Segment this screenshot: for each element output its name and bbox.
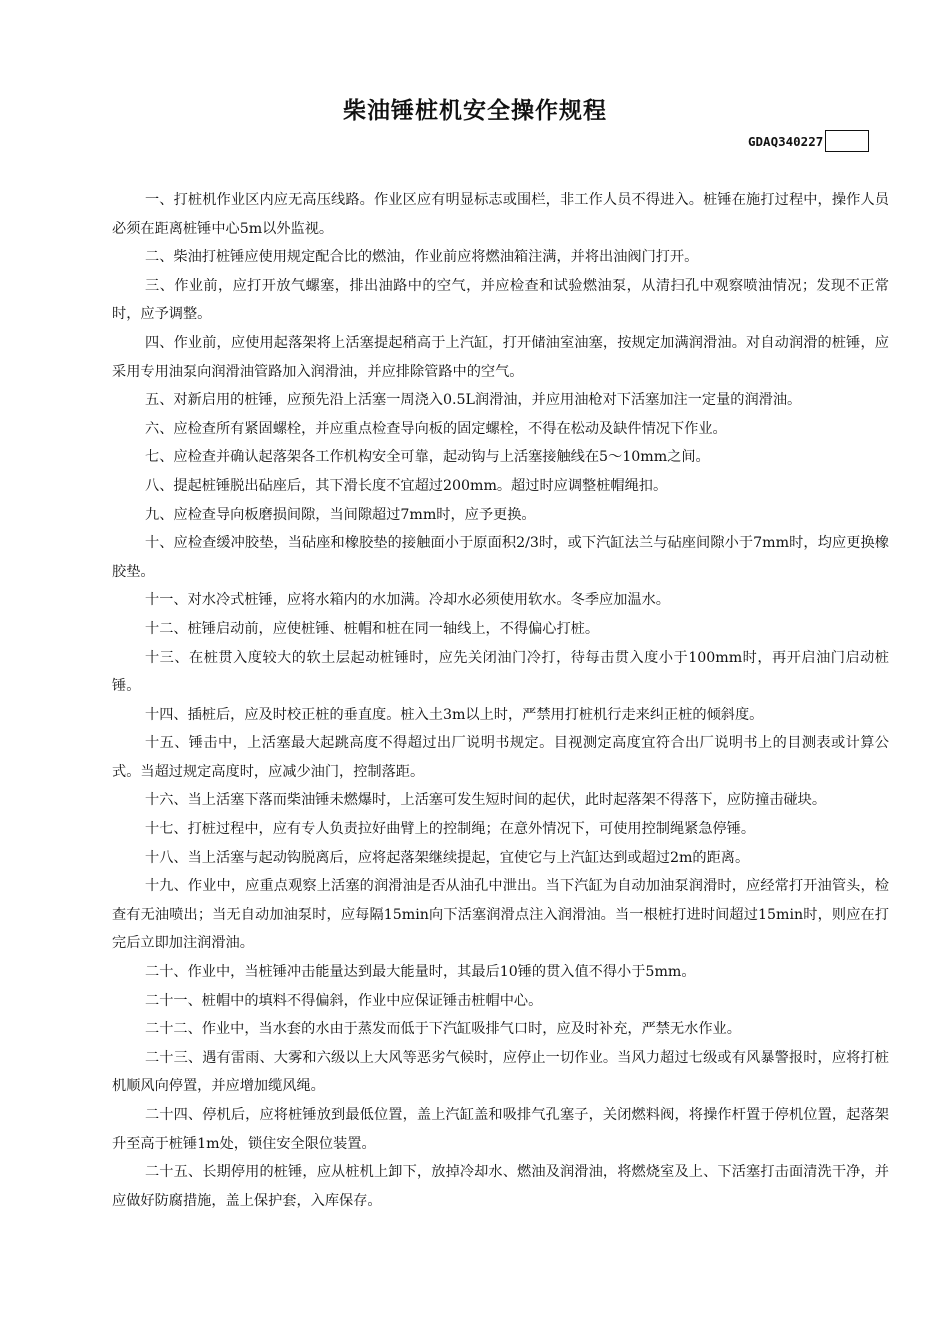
paragraph-19: 十九、作业中，应重点观察上活塞的润滑油是否从油孔中泄出。当下汽缸为自动加油泵润滑时，应经常打开油管头，检查有无油喷出；当无自动加油泵时，应每隔15min向下活塞润滑点注入润滑油。当一根桩打进时间超过15min时，则应在打完后立即加注润滑油。 (112, 878, 889, 952)
paragraph-8: 八、提起桩锤脱出砧座后，其下滑长度不宜超过200mm。超过时应调整桩帽绳扣。 (145, 477, 668, 494)
document-code-box (825, 130, 869, 152)
paragraph-11: 十一、对水冷式桩锤，应将水箱内的水加满。冷却水必须使用软水。冬季应加温水。 (145, 592, 670, 609)
paragraph-1: 一、打桩机作业区内应无高压线路。作业区应有明显标志或围栏，非工作人员不得进入。桩锤在施打过程中，操作人员必须在距离桩锤中心5m以外监视。 (112, 192, 889, 237)
paragraph-3: 三、作业前，应打开放气螺塞，排出油路中的空气，并应检查和试验燃油泵，从清扫孔中观察喷油情况；发现不正常时，应予调整。 (112, 277, 889, 323)
paragraph-22: 二十二、作业中，当水套的水由于蒸发而低于下汽缸吸排气口时，应及时补充，严禁无水作业。 (145, 1021, 741, 1038)
paragraph-24: 二十四、停机后，应将桩锤放到最低位置，盖上汽缸盖和吸排气孔塞子，关闭燃料阀，将操作杆置于停机位置，起落架升至高于桩锤1m处，锁住安全限位装置。 (112, 1107, 889, 1152)
paragraph-20: 二十、作业中，当桩锤冲击能量达到最大能量时，其最后10锤的贯入值不得小于5mm。 (145, 964, 696, 981)
paragraph-2: 二、柴油打桩锤应使用规定配合比的燃油，作业前应将燃油箱注满，并将出油阀门打开。 (145, 249, 699, 266)
paragraph-21: 二十一、桩帽中的填料不得偏斜，作业中应保证锤击桩帽中心。 (145, 992, 543, 1009)
paragraph-17: 十七、打桩过程中，应有专人负责拉好曲臂上的控制绳；在意外情况下，可使用控制绳紧急停锤。 (145, 821, 756, 838)
document-title: 柴油锤桩机安全操作规程 (343, 98, 607, 124)
document-code: GDAQ340227 (748, 133, 824, 149)
paragraph-6: 六、应检查所有紧固螺栓，并应重点检查导向板的固定螺栓，不得在松动及缺件情况下作业。 (145, 420, 727, 437)
paragraph-10: 十、应检查缓冲胶垫，当砧座和橡胶垫的接触面小于原面积2/3时，或下汽缸法兰与砧座间隙小于7mm时，均应更换橡胶垫。 (112, 535, 889, 580)
document-body (112, 186, 889, 1215)
paragraph-13: 十三、在桩贯入度较大的软土层起动桩锤时，应先关闭油门冷打，待每击贯入度小于100mm时，再开启油门启动桩锤。 (112, 649, 889, 695)
paragraph-16: 十六、当上活塞下落而柴油锤未燃爆时，上活塞可发生短时间的起伏，此时起落架不得落下，应防撞击碰块。 (145, 792, 827, 809)
paragraph-4: 四、作业前，应使用起落架将上活塞提起稍高于上汽缸，打开储油室油塞，按规定加满润滑油。对自动润滑的桩锤，应采用专用油泵向润滑油管路加入润滑油，并应排除管路中的空气。 (112, 334, 889, 380)
paragraph-23: 二十三、遇有雷雨、大雾和六级以上大风等恶劣气候时，应停止一切作业。当风力超过七级或有风暴警报时，应将打桩机顺风向停置，并应增加缆风绳。 (112, 1049, 889, 1095)
paragraph-18: 十八、当上活塞与起动钩脱离后，应将起落架继续提起，宜使它与上汽缸达到或超过2m的距离。 (145, 849, 750, 866)
paragraph-9: 九、应检查导向板磨损间隙，当间隙超过7mm时，应予更换。 (145, 506, 536, 523)
paragraph-15: 十五、锤击中，上活塞最大起跳高度不得超过出厂说明书规定。目视测定高度宜符合出厂说明书上的目测表或计算公式。当超过规定高度时，应减少油门，控制落距。 (112, 735, 889, 780)
paragraph-5: 五、对新启用的桩锤，应预先沿上活塞一周浇入0.5L润滑油，并应用油枪对下活塞加注一定量的润滑油。 (145, 392, 802, 409)
paragraph-12: 十二、桩锤启动前，应使桩锤、桩帽和桩在同一轴线上，不得偏心打桩。 (145, 620, 600, 637)
paragraph-25: 二十五、长期停用的桩锤，应从桩机上卸下，放掉冷却水、燃油及润滑油，将燃烧室及上、下活塞打击面清洗干净，并应做好防腐措施，盖上保护套，入库保存。 (112, 1164, 889, 1209)
paragraph-14: 十四、插桩后，应及时校正桩的垂直度。桩入土3m以上时，严禁用打桩机行走来纠正桩的倾斜度。 (145, 706, 764, 723)
paragraph-7: 七、应检查并确认起落架各工作机构安全可靠，起动钩与上活塞接触线在5～10mm之间。 (145, 449, 710, 466)
document-code-block (748, 130, 869, 152)
